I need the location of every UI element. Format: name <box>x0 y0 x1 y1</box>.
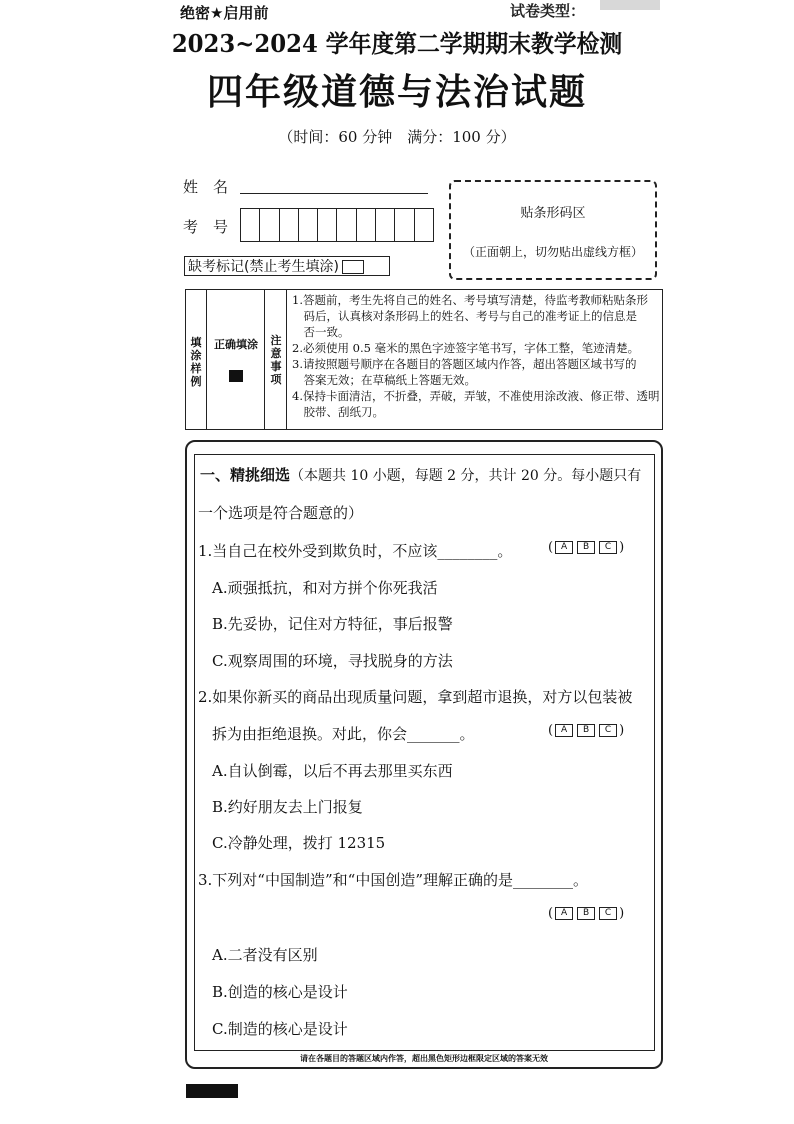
exam-number-digit-box[interactable] <box>260 209 279 241</box>
exam-number-digit-box[interactable] <box>415 209 433 241</box>
question-stem: 2.如果你新买的商品出现质量问题，拿到超市退换，对方以包装被 <box>198 688 633 706</box>
exam-number-digit-box[interactable] <box>376 209 395 241</box>
question-stem: 3.下列对“中国制造”和“中国创造”理解正确的是________。 <box>198 871 588 889</box>
section-description: （本题共 10 小题，每题 2 分，共计 20 分。每小题只有 <box>290 468 642 484</box>
option-c: C.观察周围的环境，寻找脱身的方法 <box>212 652 453 670</box>
choice-a[interactable]: A <box>555 907 573 920</box>
vertical-char: 样 <box>190 362 202 375</box>
option-c: C.冷静处理，拨打 12315 <box>212 834 386 852</box>
name-field[interactable] <box>240 193 428 194</box>
notice-item: 4.保持卡面清洁，不折叠，弄破，弄皱，不准使用涂改液、修正带、透明 <box>292 389 660 403</box>
absent-mark-checkbox[interactable] <box>342 260 364 274</box>
page-title: 四年级道德与法治试题 <box>206 72 587 113</box>
option-b: B.创造的核心是设计 <box>212 983 348 1001</box>
answer-choices: ( A B C ) <box>548 723 625 738</box>
section-heading <box>200 464 641 485</box>
alignment-mark <box>186 1084 238 1098</box>
vertical-char: 意 <box>270 347 282 360</box>
barcode-note: （正面朝上，切勿贴出虚线方框） <box>462 245 643 259</box>
choice-c[interactable]: C <box>599 907 617 920</box>
option-a: A.二者没有区别 <box>212 946 318 964</box>
correct-fill-label: 正确填涂 <box>214 338 258 351</box>
notice-item: 3.请按照题号顺序在各题目的答题区域内作答，超出答题区域书写的 <box>292 357 637 371</box>
section-title: 一、精挑细选 <box>200 466 291 484</box>
footer-note: 请在各题目的答题区域内作答，超出黑色矩形边框限定区域的答案无效 <box>300 1054 548 1063</box>
option-b: B.先妥协，记住对方特征，事后报警 <box>212 615 453 633</box>
absent-mark-row <box>184 256 390 276</box>
option-a: A.自认倒霉，以后不再去那里买东西 <box>212 762 453 780</box>
choice-b[interactable]: B <box>577 724 595 737</box>
exam-number-digit-box[interactable] <box>318 209 337 241</box>
notice-item: 2.必须使用 0.5 毫米的黑色字迹签字笔书写，字体工整，笔迹清楚。 <box>292 341 640 355</box>
exam-number-digit-box[interactable] <box>395 209 414 241</box>
exam-time: （时间：60 分钟 满分：100 分） <box>278 128 516 146</box>
vertical-char: 项 <box>270 373 282 386</box>
question-stem-cont: 拆为由拒绝退换。对此，你会_______。 <box>212 725 475 743</box>
notice-item: 胶带、刮纸刀。 <box>292 405 384 419</box>
paper-type-label: 试卷类型： <box>510 2 586 20</box>
notice-item: 码后，认真核对条形码上的姓名、考号与自己的准考证上的信息是 <box>292 309 637 323</box>
vertical-char: 例 <box>190 375 202 388</box>
choice-c[interactable]: C <box>599 724 617 737</box>
name-label: 姓 名 <box>183 178 229 196</box>
vertical-char: 涂 <box>190 349 202 362</box>
section-description-cont: 一个选项是符合题意的） <box>198 504 364 522</box>
vertical-char: 注 <box>270 334 282 347</box>
exam-number-digit-box[interactable] <box>299 209 318 241</box>
exam-number-digit-box[interactable] <box>280 209 299 241</box>
choice-b[interactable]: B <box>577 541 595 554</box>
answer-choices: ( A B C ) <box>548 906 625 921</box>
notice-list <box>292 292 660 420</box>
fill-example-label <box>187 336 205 388</box>
exam-number-digit-box[interactable] <box>337 209 356 241</box>
choice-a[interactable]: A <box>555 541 573 554</box>
answer-choices: ( A B C ) <box>548 540 625 555</box>
notice-item: 答案无效；在草稿纸上答题无效。 <box>292 373 476 387</box>
option-a: A.顽强抵抗，和对方拼个你死我活 <box>212 579 438 597</box>
exam-number-label: 考 号 <box>183 218 229 236</box>
question-stem: 1.当自己在校外受到欺负时，不应该________。 <box>198 542 513 560</box>
option-c: C.制造的核心是设计 <box>212 1020 348 1038</box>
choice-c[interactable]: C <box>599 541 617 554</box>
choice-a[interactable]: A <box>555 724 573 737</box>
correct-fill-sample <box>229 370 243 382</box>
absent-mark-label: 缺考标记(禁止考生填涂) <box>188 259 339 275</box>
vertical-char: 填 <box>190 336 202 349</box>
notice-item: 否一致。 <box>292 325 350 339</box>
vertical-char: 事 <box>270 360 282 373</box>
option-b: B.约好朋友去上门报复 <box>212 798 363 816</box>
choice-b[interactable]: B <box>577 907 595 920</box>
exam-number-digit-box[interactable] <box>241 209 260 241</box>
notice-item: 1.答题前，考生先将自己的姓名、考号填写清楚，待监考教师粘贴条形 <box>292 293 648 307</box>
notice-label <box>266 334 286 386</box>
barcode-title: 贴条形码区 <box>520 206 586 221</box>
exam-number-digit-box[interactable] <box>357 209 376 241</box>
exam-number-boxes[interactable] <box>240 208 434 242</box>
notice-column <box>207 289 265 430</box>
exam-session: 2023~2024 学年度第二学期期末教学检测 <box>171 29 623 58</box>
paper-type-field <box>600 0 660 10</box>
confidential-label: 绝密★启用前 <box>180 4 269 22</box>
barcode-area <box>449 180 657 280</box>
